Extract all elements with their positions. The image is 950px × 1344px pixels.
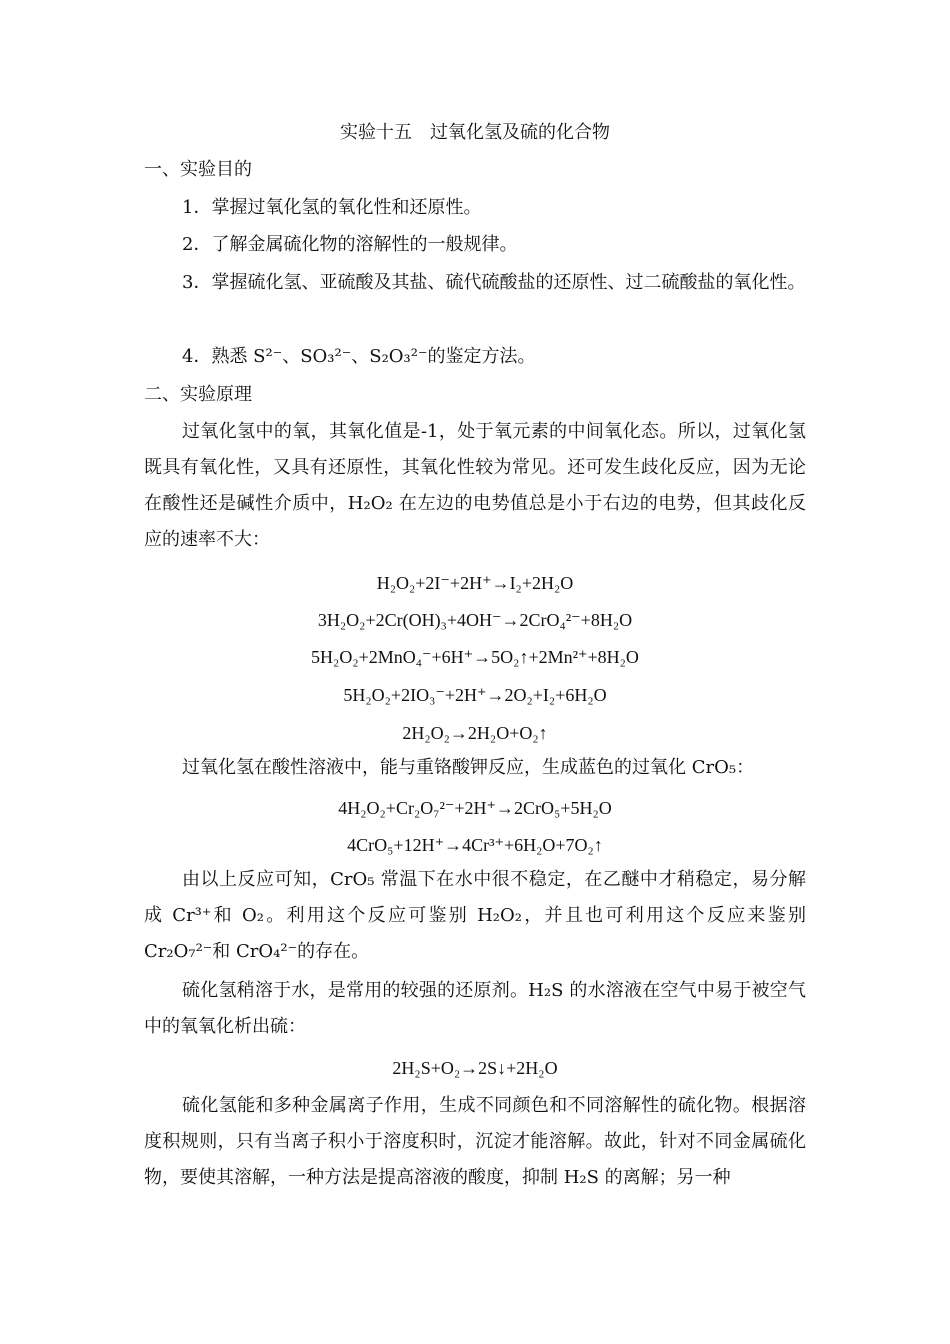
section-heading-principle: 二、实验原理 — [144, 384, 252, 405]
principle-paragraph-5: 硫化氢能和多种金属离子作用，生成不同颜色和不同溶解性的硫化物。根据溶度积规则，只有当离子积小于溶度积时，沉淀才能溶解。故此，针对不同金属硫化物，要使其溶解，一种方法是提高溶液的酸度，抑制 H₂S 的离解；另一种 — [144, 1095, 806, 1188]
purpose-item-3: 3．掌握硫化氢、亚硫酸及其盐、硫代硫酸盐的还原性、过二硫酸盐的氧化性。 — [182, 272, 806, 293]
purpose-item-1: 1．掌握过氧化氢的氧化性和还原性。 — [182, 197, 482, 218]
equation: 4CrO₅+12H⁺→4Cr³⁺+6H₂O+7O₂↑ — [347, 835, 603, 855]
equation: 2H₂S+O₂→2S↓+2H₂O — [392, 1058, 558, 1078]
section-heading-purpose: 一、实验目的 — [144, 159, 252, 180]
equation: 5H₂O₂+2IO₃⁻+2H⁺→2O₂+I₂+6H₂O — [343, 685, 607, 705]
principle-paragraph-4: 硫化氢稍溶于水，是常用的较强的还原剂。H₂S 的水溶液在空气中易于被空气中的氧氧化析出硫： — [144, 980, 806, 1037]
equation: 2H₂O₂→2H₂O+O₂↑ — [402, 723, 548, 743]
equation: 5H₂O₂+2MnO₄⁻+6H⁺→5O₂↑+2Mn²⁺+8H₂O — [311, 647, 639, 667]
equation: 3H₂O₂+2Cr(OH)₃+4OH⁻→2CrO₄²⁻+8H₂O — [317, 610, 633, 630]
principle-paragraph-3: 由以上反应可知，CrO₅ 常温下在水中很不稳定，在乙醚中才稍稳定，易分解成 Cr³⁺和 O₂。利用这个反应可鉴别 H₂O₂，并且也可利用这个反应来鉴别 Cr₂O₇²⁻和 CrO₄²⁻的存在。 — [144, 869, 806, 962]
purpose-item-2: 2．了解金属硫化物的溶解性的一般规律。 — [182, 234, 518, 255]
equation: H₂O₂+2I⁻+2H⁺→I₂+2H₂O — [376, 573, 574, 593]
principle-paragraph-2: 过氧化氢在酸性溶液中，能与重铬酸钾反应，生成蓝色的过氧化 CrO₅： — [182, 757, 755, 778]
principle-paragraph-1: 过氧化氢中的氧，其氧化值是-1，处于氧元素的中间氧化态。所以，过氧化氢既具有氧化性，又具有还原性，其氧化性较为常见。还可发生歧化反应，因为无论在酸性还是碱性介质中，H₂O₂ 在左边的电势值总是小于右边的电势，但其歧化反应的速率不大： — [144, 421, 806, 550]
equation: 4H₂O₂+Cr₂O₇²⁻+2H⁺→2CrO₅+5H₂O — [338, 798, 612, 818]
page-title: 实验十五 过氧化氢及硫的化合物 — [340, 122, 610, 143]
purpose-item-4: 4．熟悉 S²⁻、SO₃²⁻、S₂O₃²⁻的鉴定方法。 — [182, 346, 536, 367]
